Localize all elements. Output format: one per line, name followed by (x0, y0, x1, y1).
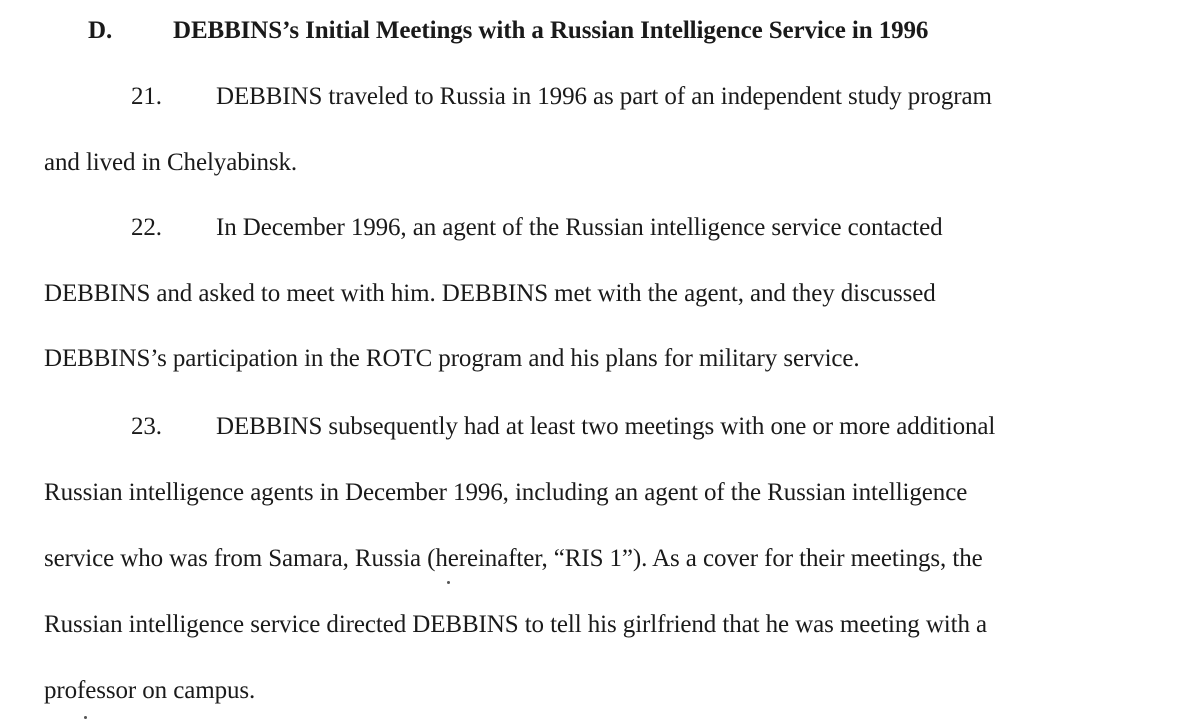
paragraph-line: In December 1996, an agent of the Russian intelligence service contacted (216, 214, 943, 241)
paragraph-line: DEBBINS traveled to Russia in 1996 as part of an independent study program (216, 83, 992, 110)
paragraph-line: Russian intelligence service directed DEBBINS to tell his girlfriend that he was meeting with a (44, 611, 988, 638)
scan-speck (84, 716, 87, 719)
paragraph-number: 21. (131, 83, 162, 110)
paragraph-line: DEBBINS’s participation in the ROTC program and his plans for military service. (44, 345, 860, 372)
paragraph-line: Russian intelligence agents in December 1996, including an agent of the Russian intelligence (44, 479, 968, 506)
section-letter: D. (88, 17, 113, 44)
paragraph-line: DEBBINS and asked to meet with him. DEBBINS met with the agent, and they discussed (44, 280, 936, 307)
paragraph-line: DEBBINS subsequently had at least two meetings with one or more additional (216, 413, 996, 440)
scan-speck (447, 581, 450, 584)
paragraph-number: 22. (131, 214, 162, 241)
paragraph-line: professor on campus. (44, 677, 256, 704)
paragraph-number: 23. (131, 413, 162, 440)
paragraph-line: service who was from Samara, Russia (hereinafter, “RIS 1”). As a cover for their meetings, the (44, 545, 983, 572)
paragraph-line: and lived in Chelyabinsk. (44, 149, 298, 176)
section-title: DEBBINS’s Initial Meetings with a Russian Intelligence Service in 1996 (173, 17, 929, 44)
